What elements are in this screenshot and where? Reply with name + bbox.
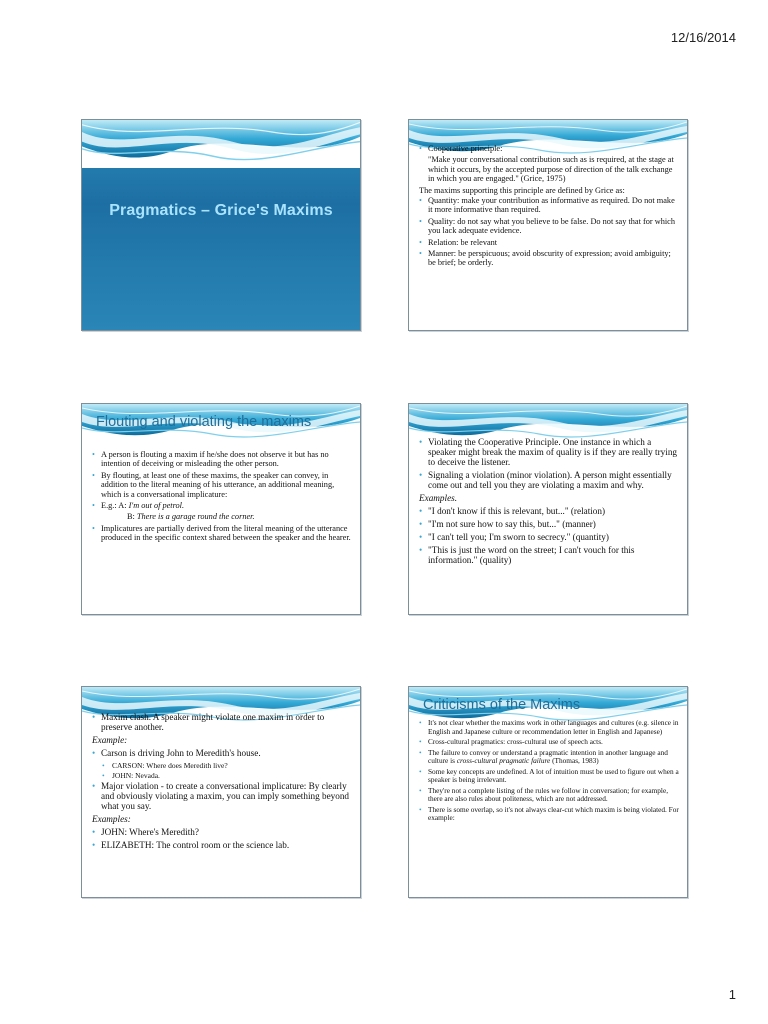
bullet-quantity: • Quantity: make your contribution as informative as required. Do not make it more informative than required. — [419, 196, 679, 215]
bullet-example: • "I don't know if this is relevant, but..." (relation) — [419, 506, 679, 516]
bullet: • Violating the Cooperative Principle. One instance in which a speaker might break the maxim of quality is if they are really trying to deceive the listener. — [419, 437, 679, 467]
wave-banner — [82, 120, 360, 168]
slide-6 — [408, 686, 688, 898]
example-label: Example: — [92, 735, 128, 745]
emphasis: cross-cultural pragmatic failure — [456, 756, 551, 765]
bullet: • They're not a complete listing of the rules we follow in conversation; for example, there are also rules about politeness, which are not addressed. — [419, 787, 679, 804]
slide-6-body — [419, 719, 679, 825]
bullet: • By flouting, at least one of these maxims, the speaker can convey, in addition to the literal meaning of his utterance, an additional meaning, which is a conversational implicature: — [92, 471, 352, 499]
bullet: • Maxim clash. A speaker might violate one maxim in order to preserve another. — [92, 712, 352, 732]
bullet-example — [92, 501, 352, 510]
slide-4-body — [419, 437, 679, 568]
bullet: • ELIZABETH: The control room or the science lab. — [92, 840, 352, 850]
text: The failure to convey or understand a pragmatic intention in another language and culture is — [428, 747, 668, 765]
bullet-relation: • Relation: be relevant — [419, 238, 679, 247]
slide-3-heading: Flouting and violating the maxims — [96, 414, 312, 430]
bullet: • Cooperative principle: — [419, 144, 679, 153]
bullet: • Cross-cultural pragmatics: cross-cultural use of speech acts. — [419, 738, 679, 747]
page-date: 12/16/2014 — [670, 30, 736, 45]
bullet-example: • "I'm not sure how to say this, but..." (manner) — [419, 519, 679, 529]
examples-label: Examples: — [92, 814, 131, 824]
example-b-line — [92, 512, 352, 521]
slide-3 — [81, 403, 361, 615]
bullet-quality: • Quality: do not say what you believe to be false. Do not say that for which you lack adequate evidence. — [419, 217, 679, 236]
bullet: • A person is flouting a maxim if he/she does not observe it but has no intention of deceiving or misleading the other person. — [92, 450, 352, 469]
bullet: • Some key concepts are undefined. A lot of intuition must be used to figure out when a speaker is being irrelevant. — [419, 768, 679, 785]
bullet — [419, 749, 679, 766]
bullet: • There is some overlap, so it's not always clear-cut which maxim is being violated. For example: — [419, 806, 679, 823]
maxims-intro: The maxims supporting this principle are defined by Grice as: — [419, 185, 625, 195]
slide-1-title: Pragmatics – Grice's Maxims — [109, 202, 333, 219]
bullet-example: • "This is just the word on the street; I can't vouch for this information." (quality) — [419, 545, 679, 565]
bullet: • Signaling a violation (minor violation). A person might essentially come out and tell you they are violating a maxim and why. — [419, 470, 679, 490]
text: (Thomas, 1983) — [550, 756, 599, 765]
slide-1 — [81, 119, 361, 331]
slide-3-body — [92, 450, 352, 545]
slide-6-heading: Criticisms of the Maxims — [423, 697, 581, 713]
slide-2 — [408, 119, 688, 331]
bullet: • Implicatures are partially derived from the literal meaning of the utterance produced in the specific context shared between the speaker and the hearer. — [92, 524, 352, 543]
bullet: • JOHN: Where's Meredith? — [92, 827, 352, 837]
examples-label: Examples. — [419, 493, 458, 503]
sub-bullet: • CARSON: Where does Meredith live? — [102, 761, 352, 770]
bullet-example: • "I can't tell you; I'm sworn to secrecy." (quantity) — [419, 532, 679, 542]
example-b: There is a garage round the corner. — [136, 512, 255, 522]
bullet: • Major violation - to create a conversational implicature: By clearly and obviously violating a maxim, you can imply something beyond what you say. — [92, 781, 352, 811]
bullet-manner: • Manner: be perspicuous; avoid obscurity of expression; avoid ambiguity; be brief; be orderly. — [419, 249, 679, 268]
page-number: 1 — [728, 987, 736, 1002]
example-prefix: E.g.: A: — [101, 501, 129, 511]
example-a: I'm out of petrol. — [128, 501, 185, 511]
bullet: • It's not clear whether the maxims work in other languages and cultures (e.g. silence in English and Japanese culture or recommendation letter in English and Japanese) — [419, 719, 679, 736]
slide-2-body — [419, 144, 679, 270]
slide-5-body — [92, 712, 352, 853]
example-b-prefix: B: — [127, 512, 137, 522]
slide-5 — [81, 686, 361, 898]
sub-bullet: • JOHN: Nevada. — [102, 771, 352, 780]
bullet: • Carson is driving John to Meredith's house. — [92, 748, 352, 758]
cp-quote: "Make your conversational contribution such as is required, at the stage at which it occurs, by the accepted purpose of direction of the talk exchange in which you are engaged." (Grice, 1975) — [428, 155, 674, 184]
slide-4 — [408, 403, 688, 615]
